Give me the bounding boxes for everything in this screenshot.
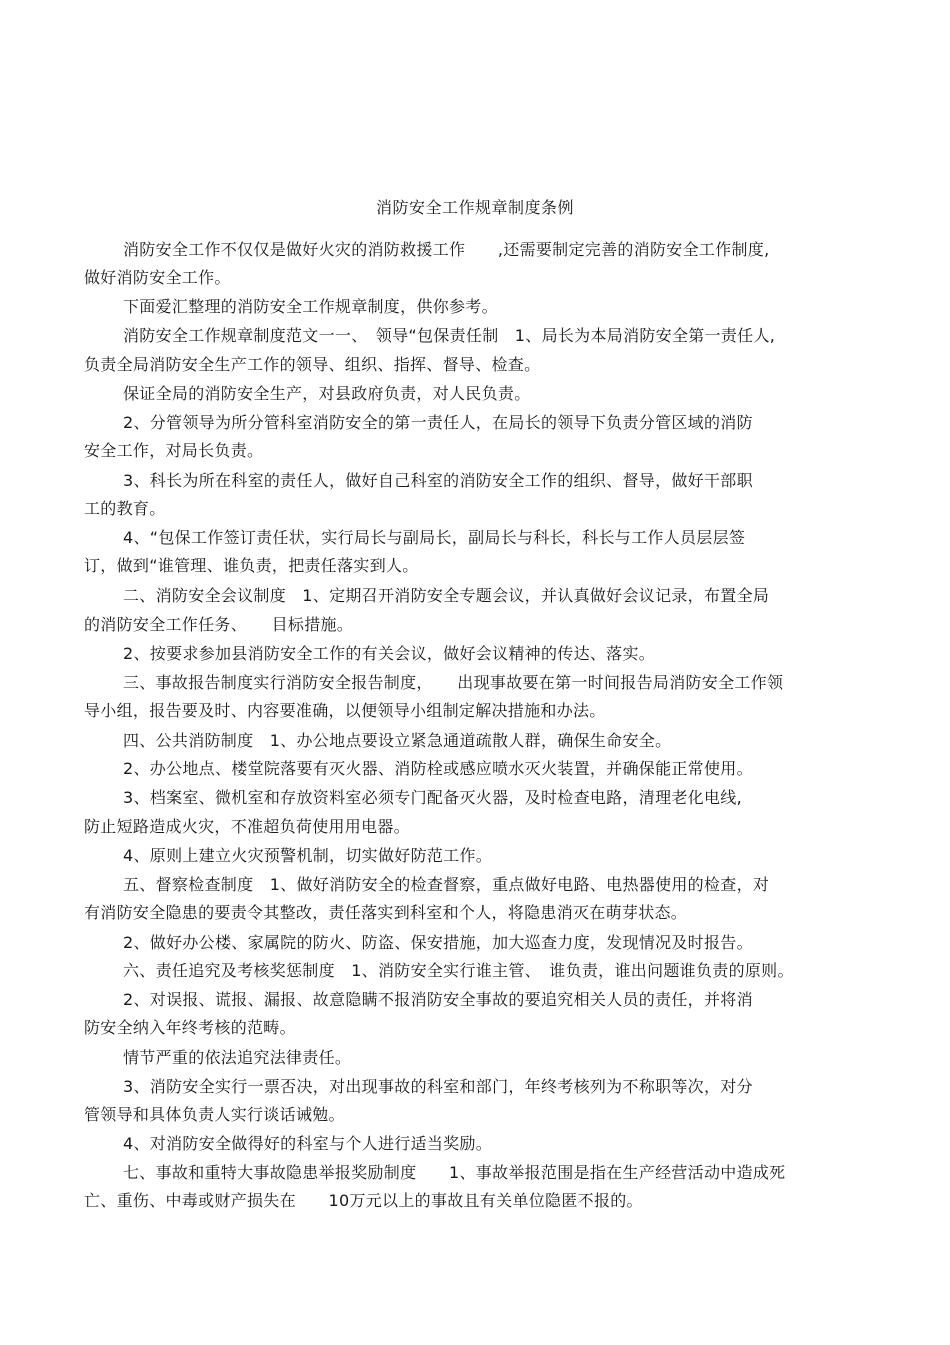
- paragraph-line: 三、事故报告制度实行消防安全报告制度， 出现事故要在第一时间报告局消防安全工作领: [123, 673, 784, 692]
- paragraph-line: 下面爱汇整理的消防安全工作规章制度，供你参考。: [123, 297, 498, 316]
- paragraph-line: 4、“包保工作签订责任状，实行局长与副局长，副局长与科长，科长与工作人员层层签: [123, 528, 746, 547]
- paragraph-line: 六、责任追究及考核奖惩制度 1、消防安全实行谁主管、 谁负责，谁出问题谁负责的原则。: [123, 961, 794, 980]
- paragraph-line: 安全工作，对局长负责。: [84, 441, 264, 460]
- paragraph-line: 3、消防安全实行一票否决，对出现事故的科室和部门，年终考核列为不称职等次，对分: [123, 1077, 753, 1096]
- paragraph-line: 订，做到“谁管理、谁负责，把责任落实到人。: [84, 556, 419, 575]
- paragraph-line: 情节严重的依法追究法律责任。: [123, 1048, 352, 1067]
- document-title: 消防安全工作规章制度条例: [375, 198, 574, 217]
- paragraph-line: 导小组，报告要及时、内容要准确，以便领导小组制定解决措施和办法。: [84, 701, 606, 720]
- paragraph-line: 3、档案室、微机室和存放资料室必须专门配备灭火器，及时检查电路，清理老化电线,: [123, 788, 742, 807]
- paragraph-line: 4、对消防安全做得好的科室与个人进行适当奖励。: [123, 1134, 493, 1153]
- paragraph-line: 五、督察检查制度 1、做好消防安全的检查督察，重点做好电路、电热器使用的检查，对: [123, 875, 770, 894]
- paragraph-line: 管领导和具体负责人实行谈话诫勉。: [84, 1105, 345, 1124]
- paragraph-line: 四、公共消防制度 1、办公地点要设立紧急通道疏散人群，确保生命安全。: [123, 731, 672, 750]
- paragraph-line: 2、办公地点、楼堂院落要有灭火器、消防栓或感应喷水灭火装置，并确保能正常使用。: [123, 759, 753, 778]
- paragraph-line: 2、按要求参加县消防安全工作的有关会议，做好会议精神的传达、落实。: [123, 644, 656, 663]
- paragraph-line: 亡、重伤、中毒或财产损失在 10万元以上的事故且有关单位隐匿不报的。: [84, 1191, 643, 1210]
- paragraph-line: 负责全局消防安全生产工作的领导、组织、指挥、督导、检查。: [84, 355, 541, 374]
- paragraph-line: 防安全纳入年终考核的范畴。: [84, 1018, 296, 1037]
- paragraph-line: 工的教育。: [84, 499, 166, 518]
- paragraph-line: 的消防安全工作任务、 目标措施。: [84, 615, 354, 634]
- paragraph-line: 有消防安全隐患的要责令其整改，责任落实到科室和个人，将隐患消灭在萌芽状态。: [84, 903, 688, 922]
- paragraph-line: 2、对误报、谎报、漏报、故意隐瞒不报消防安全事故的要追究相关人员的责任，并将消: [123, 990, 753, 1009]
- paragraph-line: 做好消防安全工作。: [84, 268, 231, 287]
- paragraph-line: 防止短路造成火灾，不准超负荷使用用电器。: [84, 817, 411, 836]
- paragraph-line: 2、分管领导为所分管科室消防安全的第一责任人，在局长的领导下负责分管区域的消防: [123, 413, 753, 432]
- paragraph-line: 二、消防安全会议制度 1、定期召开消防安全专题会议，并认真做好会议记录，布置全局: [123, 586, 770, 605]
- paragraph-line: 3、科长为所在科室的责任人，做好自己科室的消防安全工作的组织、督导，做好干部职: [123, 471, 753, 490]
- paragraph-line: 保证全局的消防安全生产，对县政府负责，对人民负责。: [123, 384, 531, 403]
- paragraph-line: 七、事故和重特大事故隐患举报奖励制度 1、事故举报范围是指在生产经营活动中造成死: [123, 1163, 786, 1182]
- paragraph-line: 消防安全工作规章制度范文一一、 领导“包保责任制 1、局长为本局消防安全第一责任人,: [123, 326, 776, 345]
- paragraph-line: 2、做好办公楼、家属院的防火、防盗、保安措施，加大巡查力度，发现情况及时报告。: [123, 933, 753, 952]
- paragraph-line: 4、原则上建立火灾预警机制，切实做好防范工作。: [123, 846, 493, 865]
- paragraph-line: 消防安全工作不仅仅是做好火灾的消防救援工作 ,还需要制定完善的消防安全工作制度,: [123, 240, 770, 259]
